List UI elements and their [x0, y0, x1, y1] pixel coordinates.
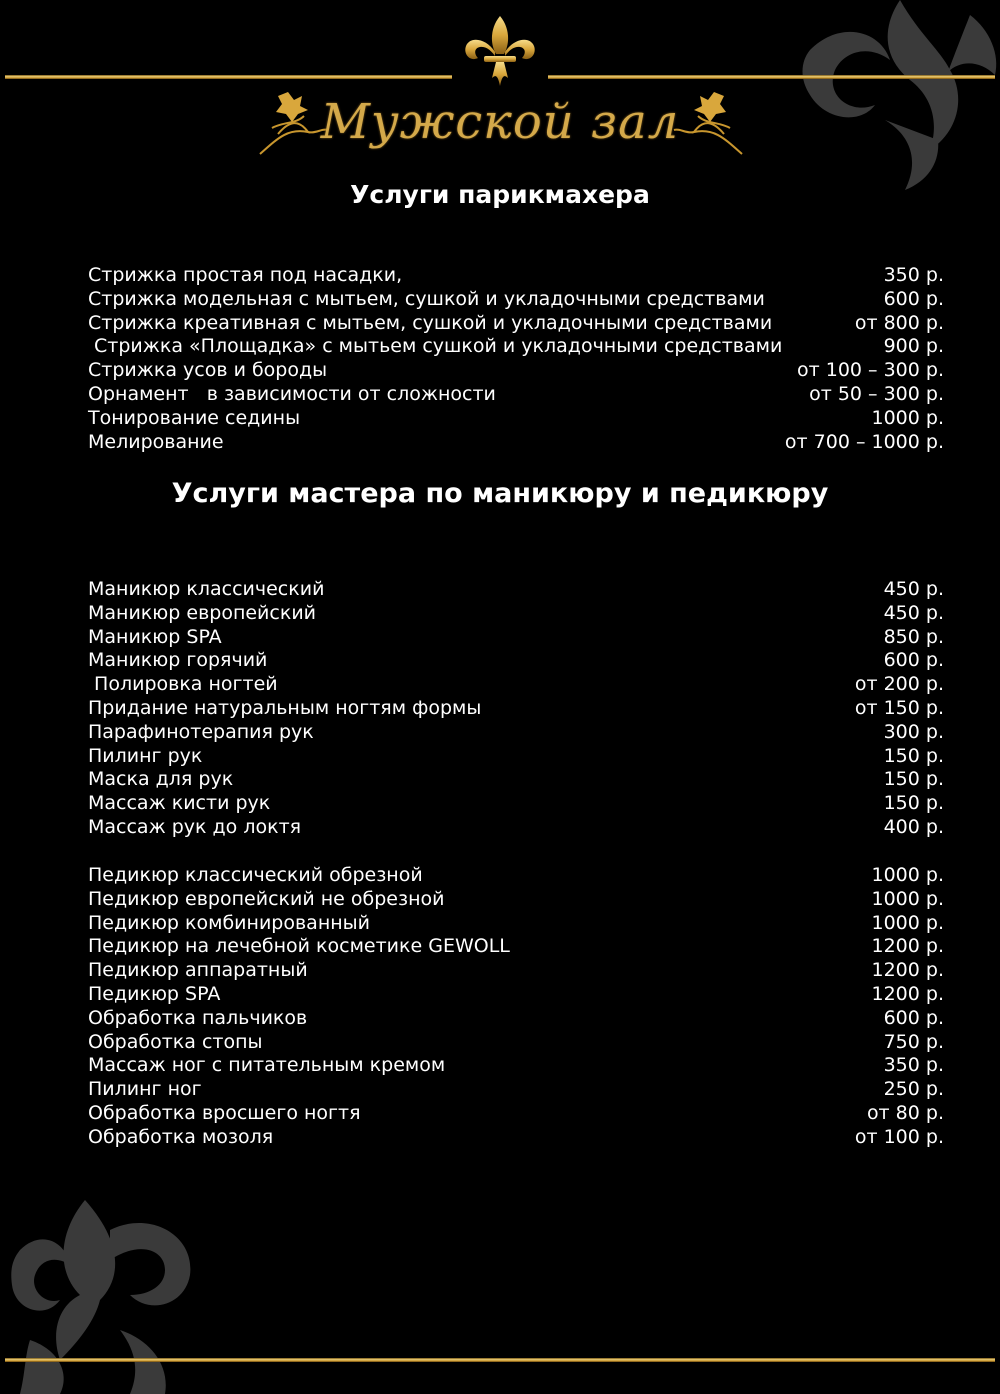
service-price: 1000 р.: [871, 887, 944, 910]
page-title: Мужской зал: [320, 94, 680, 150]
list-item: [88, 383, 944, 407]
service-name: Обработка пальчиков: [88, 1006, 308, 1029]
service-price: от 150 р.: [854, 696, 944, 719]
list-item: [88, 1102, 944, 1126]
service-name: Маникюр горячий: [88, 649, 268, 672]
service-name: Пилинг рук: [88, 744, 203, 767]
list-item: [88, 626, 944, 650]
service-price: от 50 – 300 р.: [809, 382, 944, 405]
service-name: Педикюр аппаратный: [88, 959, 308, 982]
service-name: Мелирование: [88, 430, 224, 453]
service-price: от 100 – 300 р.: [797, 359, 944, 382]
service-name: Маникюр классический: [88, 578, 325, 600]
list-item: [88, 912, 944, 936]
service-price: от 800 р.: [854, 311, 944, 334]
service-price: 900 р.: [883, 335, 944, 358]
service-name: Обработка вросшего ногтя: [88, 1101, 361, 1124]
service-price: 400 р.: [883, 815, 944, 838]
service-price: от 80 р.: [866, 1101, 944, 1124]
list-item: [88, 959, 944, 983]
service-name: Стрижка креативная с мытьем, сушкой и укладочными средствами: [88, 311, 773, 334]
service-price: 150 р.: [883, 792, 944, 815]
service-price: от 100 р.: [854, 1125, 944, 1148]
service-name: Педикюр на лечебной косметике GEWOLL: [88, 935, 510, 958]
list-item: [88, 578, 944, 602]
list-item: [88, 264, 944, 288]
service-name: Маникюр SPA: [88, 625, 222, 648]
manicure-price-list: [88, 578, 944, 840]
service-price: 750 р.: [883, 1030, 944, 1053]
service-price: 1200 р.: [871, 935, 944, 958]
list-item: [88, 335, 944, 359]
top-gold-line-left: [5, 75, 452, 79]
list-item: [88, 935, 944, 959]
service-price: 850 р.: [883, 625, 944, 648]
service-price: 1000 р.: [871, 406, 944, 429]
gold-leaf-ornament-right-icon: [672, 88, 744, 156]
list-item: [88, 888, 944, 912]
service-name: Придание натуральным ногтям формы: [88, 696, 482, 719]
list-item: [88, 768, 944, 792]
list-item: [88, 745, 944, 769]
service-name: Массаж ног с питательным кремом: [88, 1054, 446, 1077]
service-name: Стрижка модельная с мытьем, сушкой и укладочными средствами: [88, 287, 765, 310]
service-name: Пилинг ног: [88, 1078, 202, 1101]
list-item: [88, 649, 944, 673]
gold-fleur-de-lis-icon: [462, 14, 538, 88]
service-name: Стрижка «Площадка» с мытьем сушкой и укладочными средствами: [88, 335, 783, 358]
service-name: Парафинотерапия рук: [88, 720, 314, 743]
list-item: [88, 602, 944, 626]
service-name: Массаж рук до локтя: [88, 815, 302, 838]
service-name: Стрижка простая под насадки,: [88, 264, 403, 286]
list-item: [88, 983, 944, 1007]
service-price: от 700 – 1000 р.: [784, 430, 944, 453]
list-item: [88, 816, 944, 840]
service-name: Массаж кисти рук: [88, 792, 271, 815]
list-item: [88, 1078, 944, 1102]
list-item: [88, 697, 944, 721]
list-item: [88, 312, 944, 336]
service-price: 250 р.: [883, 1078, 944, 1101]
list-item: [88, 1031, 944, 1055]
list-item: [88, 1007, 944, 1031]
hairdresser-price-list: [88, 264, 944, 454]
service-name: Полировка ногтей: [88, 673, 278, 696]
service-price: 150 р.: [883, 744, 944, 767]
list-item: [88, 431, 944, 455]
list-item: [88, 359, 944, 383]
service-name: Обработка стопы: [88, 1030, 263, 1053]
service-name: Обработка мозоля: [88, 1125, 274, 1148]
list-item: [88, 864, 944, 888]
bottom-gold-line: [5, 1358, 995, 1362]
service-price: 350 р.: [883, 1054, 944, 1077]
list-item: [88, 407, 944, 431]
service-name: Маска для рук: [88, 768, 234, 791]
service-price: 1000 р.: [871, 911, 944, 934]
service-name: Педикюр классический обрезной: [88, 864, 423, 886]
service-name: Стрижка усов и бороды: [88, 359, 328, 382]
service-name: Педикюр SPA: [88, 982, 221, 1005]
list-item: [88, 288, 944, 312]
service-price: 450 р.: [883, 578, 944, 600]
fleur-de-lis-watermark-bottom-left: [0, 1190, 230, 1394]
top-gold-line-right: [548, 75, 995, 79]
service-price: от 200 р.: [854, 673, 944, 696]
service-price: 350 р.: [883, 264, 944, 286]
service-name: Маникюр европейский: [88, 601, 317, 624]
pedicure-price-list: [88, 864, 944, 1150]
service-price: 450 р.: [883, 601, 944, 624]
service-name: Педикюр европейский не обрезной: [88, 887, 445, 910]
service-price: 600 р.: [883, 1006, 944, 1029]
service-name: Педикюр комбинированный: [88, 911, 371, 934]
service-name: Тонирование седины: [88, 406, 301, 429]
list-item: [88, 721, 944, 745]
section-heading-manicure-pedicure: Услуги мастера по маникюру и педикюру: [171, 478, 829, 509]
service-name: Орнамент в зависимости от сложности: [88, 382, 496, 405]
section-heading-hairdresser: Услуги парикмахера: [350, 180, 650, 209]
service-price: 300 р.: [883, 720, 944, 743]
title-banner: [0, 88, 1000, 168]
list-item: [88, 792, 944, 816]
list-item: [88, 673, 944, 697]
list-item: [88, 1126, 944, 1150]
service-price: 150 р.: [883, 768, 944, 791]
service-price: 600 р.: [883, 649, 944, 672]
service-price: 1200 р.: [871, 982, 944, 1005]
service-price: 1200 р.: [871, 959, 944, 982]
list-item: [88, 1054, 944, 1078]
service-price: 1000 р.: [871, 864, 944, 886]
service-price: 600 р.: [883, 287, 944, 310]
